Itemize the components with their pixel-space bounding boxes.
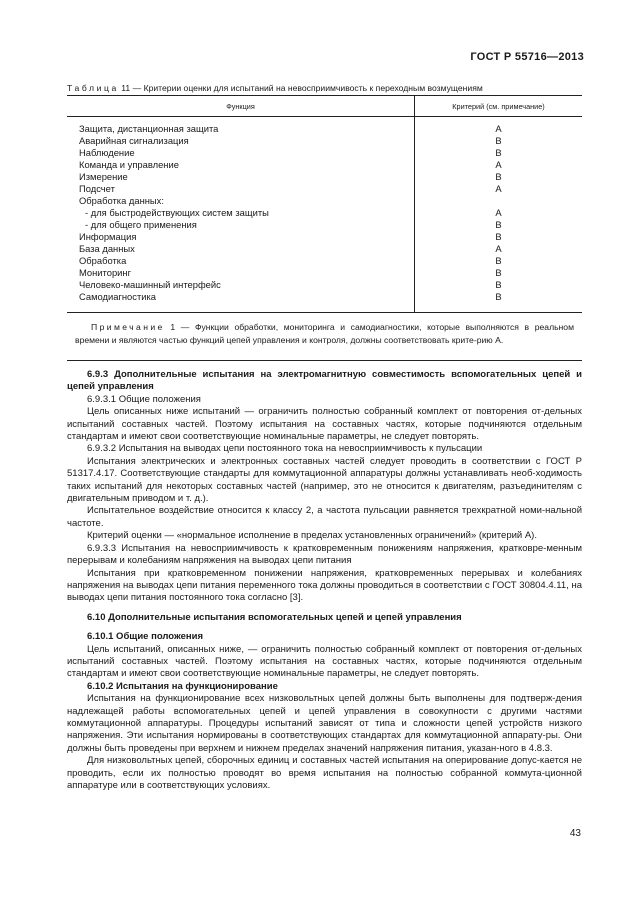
table-row [67, 135, 582, 147]
column-header-criterion: Критерий (см. примечание) [415, 96, 583, 117]
table-caption-label: Таблица [67, 83, 119, 93]
criterion-cell: A [495, 183, 502, 194]
paragraph: Для низковольтных цепей, сборочных единиц и составных частей испытания на оперирование допус-кается не проводить, если их полностью проводят во время испытания на полностью собранной коммута-ционной аппаратуре или в соответствующих условиях. [67, 755, 582, 791]
table-row [67, 291, 582, 313]
table-row [67, 159, 582, 171]
paragraph: Критерий оценки — «нормальное исполнение в пределах установленных ограничений» (критерий А). [87, 530, 537, 542]
criterion-cell: B [495, 231, 502, 242]
table-caption [67, 83, 587, 93]
table-row [67, 231, 582, 243]
body-text [67, 369, 582, 792]
function-cell: Команда и управление [67, 159, 415, 171]
function-cell: Обработка [67, 255, 415, 267]
criterion-cell [415, 195, 583, 207]
function-cell: Человеко-машинный интерфейс [67, 279, 415, 291]
table-row [67, 255, 582, 267]
criterion-cell: B [495, 279, 502, 290]
paragraph: Цель испытаний, описанных ниже, — ограничить полностью собранный комплект от повторения от-дельных испытаний составных частей. Поэтому испытания на составных частях, которые подчиняются отдельным стандартам и имеют свои соответствующие номинальные параметры, не следует повторять. [67, 643, 582, 680]
paragraph: Испытательное воздействие относится к классу 2, а частота пульсации равняется трехкратной номи-нальной частоте. [67, 505, 582, 529]
table-row [67, 183, 582, 195]
paragraph: Цель описанных ниже испытаний — ограничить полностью собранный комплект от повторения от-дельных испытаний составных частей. Поэтому испытания на составных частях, которые подчиняются отдельным стандартам и имеют свои соответствующие номинальные параметры, не следует повторять. [67, 406, 582, 443]
function-cell: - для быстродействующих систем защиты [67, 207, 415, 219]
table-note-label: Примечание [91, 322, 165, 332]
subsection-heading-6-10-2: 6.10.2 Испытания на функционирование [87, 680, 278, 692]
criterion-cell: B [495, 267, 502, 278]
section-heading-6-9-3: 6.9.3 Дополнительные испытания на электромагнитную совместимость вспомогательных цепей и цепей управления [67, 369, 582, 393]
table-row [67, 219, 582, 231]
table-row [67, 279, 582, 291]
function-cell: - для общего применения [67, 219, 415, 231]
table-row [67, 267, 582, 279]
function-cell: База данных [67, 243, 415, 255]
section-heading-6-10: 6.10 Дополнительные испытания вспомогательных цепей и цепей управления [87, 611, 462, 623]
criterion-cell: B [495, 291, 502, 302]
paragraph: Испытания электрических и электронных составных частей следует проводить в соответствии с ГОСТ Р 51317.4.17. Соответствующие стандарты для коммутационной аппаратуры должны устанавливать необ-ходимость таких испытаний для некоторых составных частей (например, это не относится к двигателям, разъединителям с двигательным приводом и т. д.). [67, 455, 582, 505]
function-cell: Самодиагностика [67, 291, 415, 313]
criterion-cell: A [495, 243, 502, 254]
criterion-cell: B [495, 147, 502, 158]
table-note-text: 1 — Функции обработки, мониторинга и самодиагностики, которые выполняются в реальном времени и являются частью функций цепей управления и контроля, должны соответствовать крите-рию А. [75, 322, 574, 345]
function-cell: Наблюдение [67, 147, 415, 159]
subsection-heading-6-9-3-3: 6.9.3.3 Испытания на невосприимчивость к кратковременным понижениям напряжения, кратковре-менным перерывам и колебаниям напряжения на выводах цепи питания [67, 542, 582, 567]
function-cell: Защита, дистанционная защита [67, 117, 415, 136]
table-row [67, 171, 582, 183]
function-cell: Обработка данных: [67, 195, 415, 207]
subsection-heading-6-10-1: 6.10.1 Общие положения [87, 631, 203, 643]
criterion-cell: A [495, 159, 502, 170]
table-row [67, 243, 582, 255]
function-cell: Мониторинг [67, 267, 415, 279]
criteria-table [67, 95, 582, 361]
criterion-cell: B [495, 219, 502, 230]
page-number: 43 [569, 828, 581, 839]
paragraph: Испытания при кратковременном понижении напряжения, кратковременных перерывах и колебаниях напряжения на выводах цепи питания переменного тока должны проводиться в соответствии с ГОСТ 30804.4.11, на выводах цепи питания постоянного тока согласно [3]. [67, 567, 582, 604]
function-cell: Аварийная сигнализация [67, 135, 415, 147]
criterion-cell: B [495, 171, 502, 182]
criterion-cell: A [495, 207, 502, 218]
criterion-cell: B [495, 135, 502, 146]
paragraph: Испытания на функционирование всех низковольтных цепей должны быть выполнены для подтверж-дения надлежащей работы вспомогательных цепей и цепей управления в совокупности с другими частями коммутационной аппаратуры. Процедуры испытаний зависят от типа и сложности цепей устройств низкого напряжения. Эти испытания нормированы в соответствующих стандартах для коммутационной аппарату-ры. Они должны быть проведены при верхнем и нижнем пределах значений напряжения питания, указан-ного в 4.8.3. [67, 693, 582, 754]
table-row [67, 207, 582, 219]
column-header-function: Функция [67, 96, 415, 117]
function-cell: Подсчет [67, 183, 415, 195]
table-note-row [67, 313, 582, 361]
function-cell: Информация [67, 231, 415, 243]
criterion-cell: A [495, 123, 502, 134]
table-row [67, 147, 582, 159]
table-row [67, 195, 582, 207]
function-cell: Измерение [67, 171, 415, 183]
subsection-heading-6-9-3-1: 6.9.3.1 Общие положения [87, 393, 201, 405]
standard-designation: ГОСТ Р 55716—2013 [470, 51, 584, 63]
table-row [67, 117, 582, 136]
table-caption-text: 11 — Критерии оценки для испытаний на невосприимчивость к переходным возмущениям [118, 83, 483, 93]
subsection-heading-6-9-3-2: 6.9.3.2 Испытания на выводах цепи постоянного тока на невосприимчивость к пульсации [87, 443, 483, 455]
criterion-cell: B [495, 255, 502, 266]
table-note [67, 313, 582, 361]
